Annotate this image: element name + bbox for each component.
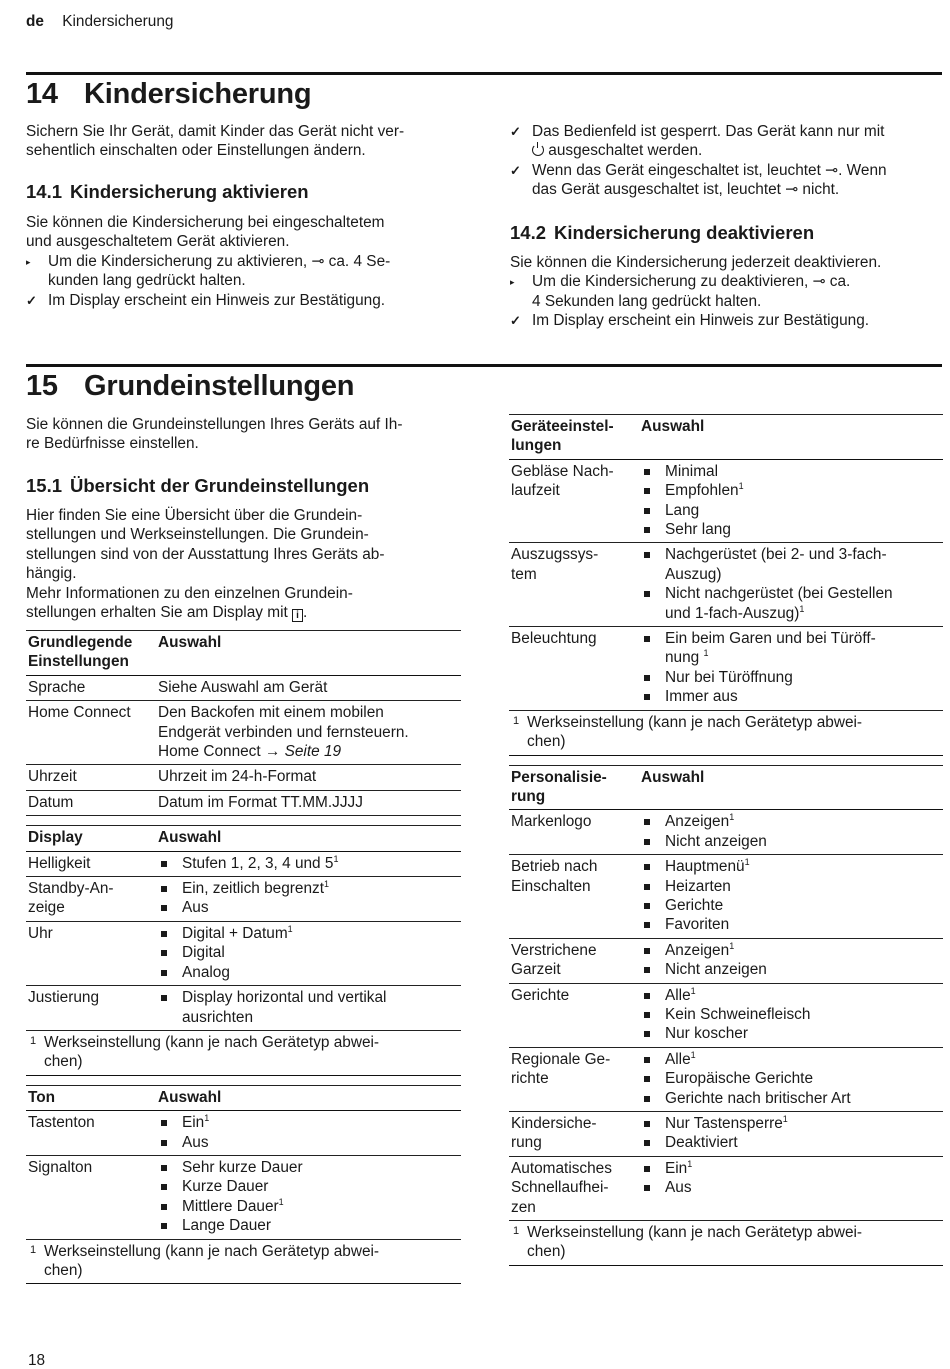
table-row: Uhr Digital + Datum$^1$ Digital Analog <box>26 921 461 985</box>
table-row: Signalton Sehr kurze Dauer Kurze Dauer Mittlere Dauer$^1$ Lange Dauer <box>26 1155 461 1239</box>
paragraph-line: Sie können die Kindersicherung jederzeit deaktivieren. <box>510 254 882 271</box>
paragraph-line: Mehr Informationen zu den einzelnen Grundein- <box>26 584 353 602</box>
arrow-right-icon: → <box>264 743 281 761</box>
triangle-bullet-icon: ▸ <box>510 277 515 288</box>
result-item: ✓ Wenn das Gerät eingeschaltet ist, leuchtet ⊸. Wenn das Gerät ausgeschaltet ist, leuchtet ⊸ nicht. <box>510 161 887 199</box>
table-footnote: 1 Werkseinstellung (kann je nach Gerätetyp abwei- chen) <box>509 711 943 756</box>
paragraph-line: stellungen sind von der Ausstattung Ihres Geräts ab- <box>26 545 385 563</box>
table-header: Auswahl <box>641 768 705 786</box>
page-reference-link[interactable]: Seite 19 <box>284 743 342 761</box>
child-lock-key-icon: ⊸ <box>825 161 839 179</box>
page-number: 18 <box>28 1352 46 1369</box>
table-row: Verstrichene Garzeit Anzeigen$^1$ Nicht anzeigen <box>509 938 943 983</box>
table-row: Sprache Siehe Auswahl am Gerät <box>26 675 461 700</box>
check-icon: ✓ <box>26 292 37 308</box>
section-14-right-column <box>510 122 944 200</box>
table-header: Auswahl <box>158 1088 222 1106</box>
subsection-15-1-heading: 15.1 Übersicht der Grundeinstellungen <box>26 475 370 496</box>
paragraph-line: stellungen erhalten Sie am Display mit i . <box>26 604 308 622</box>
header-title: Kindersicherung <box>62 13 174 30</box>
table-header: Auswahl <box>158 829 222 847</box>
paragraph-line: Sie können die Grundeinstellungen Ihres Geräts auf Ih- <box>26 416 403 433</box>
subsection-14-2-heading: 14.2 Kindersicherung deaktivieren <box>510 222 815 243</box>
table-header: Display <box>28 829 83 847</box>
table-row: Tastenton Ein$^1$ Aus <box>26 1111 461 1156</box>
section-14-left-column <box>26 122 458 161</box>
table-row: Regionale Ge- richte Alle$^1$ Europäische Gerichte Gerichte nach britischer Art <box>509 1047 943 1111</box>
subsection-14-2-body <box>510 253 944 331</box>
table-personalisation: Personalisie- rung Auswahl Markenlogo Anzeigen$^1$ Nicht anzeigen Betrieb nach Einschalten Hauptmenü$^1$ Heizarten Gerichte Favoriten Verstrichene Garzeit Anzeigen$^1$ Nicht anzeigen Gerichte Alle$^1$ Kein Schweinefleisch Nur koscher Regionale Ge- richte Alle$^1$ Europäische Gerichte Gerichte nach britischer Art Kindersiche- rung Nur Tastensperre$^1$ Deaktiviert Automatisches Schnellaufhei- zen Ein$^1$ Aus <box>509 766 943 1222</box>
section-15-heading: 15 Grundeinstellungen <box>26 370 355 402</box>
triangle-bullet-icon: ▸ <box>26 256 31 267</box>
section-14-heading: 14 Kindersicherung <box>26 78 312 110</box>
header-language: de <box>26 13 44 30</box>
table-header: Auswahl <box>641 418 705 435</box>
intro-line: sehentlich einschalten oder Einstellungen ändern. <box>26 142 366 160</box>
table-footnote: 1 Werkseinstellung (kann je nach Gerätetyp abwei- chen) <box>509 1221 943 1266</box>
power-icon <box>532 144 544 156</box>
info-icon: i <box>292 609 303 622</box>
right-tables <box>509 414 943 1266</box>
instruction-step: ▸ Um die Kindersicherung zu aktivieren, ⊸ ca. 4 Se- kunden lang gedrückt halten. <box>26 252 391 290</box>
table-row: Markenlogo Anzeigen$^1$ Nicht anzeigen <box>509 810 943 855</box>
section-15-intro <box>26 415 458 454</box>
check-icon: ✓ <box>510 124 521 139</box>
table-row: Betrieb nach Einschalten Hauptmenü$^1$ Heizarten Gerichte Favoriten <box>509 855 943 939</box>
table-device-settings: Geräteeinstel- lungen Auswahl Gebläse Nach- laufzeit Minimal Empfohlen$^1$ Lang Sehr lang Auszugssys- tem Nachgerüstet (bei 2- und 3-fach- Auszug) Nicht nachgerüstet (bei Gestellen und 1-fach-Auszug)$^1$ Beleuchtung Ein beim Garen und bei Türöff- nung $^1$ Nur bei Türöffnung Immer aus <box>509 414 943 711</box>
subsection-15-1-body <box>26 506 458 622</box>
table-row: Datum Datum im Format TT.MM.JJJJ <box>26 790 461 815</box>
table-row: Justierung Display horizontal und vertikal ausrichten <box>26 986 461 1031</box>
result-item: ✓ Im Display erscheint ein Hinweis zur Bestätigung. <box>26 291 386 309</box>
left-tables <box>26 630 461 1284</box>
table-footnote: 1 Werkseinstellung (kann je nach Gerätetyp abwei- chen) <box>26 1031 461 1076</box>
check-icon: ✓ <box>510 162 521 178</box>
table-sound <box>26 1086 461 1240</box>
result-item: ✓ Das Bedienfeld ist gesperrt. Das Gerät kann nur mit ausgeschaltet werden. <box>510 123 885 160</box>
subsection-14-1-heading: 14.1 Kindersicherung aktivieren <box>26 181 309 202</box>
child-lock-key-icon: ⊸ <box>785 181 799 199</box>
table-footnote: 1 Werkseinstellung (kann je nach Gerätetyp abwei- chen) <box>26 1240 461 1285</box>
paragraph-line: stellungen und Werkseinstellungen. Die Grundein- <box>26 526 369 544</box>
table-basic-settings <box>26 630 461 816</box>
paragraph-line: hängig. <box>26 565 77 583</box>
table-row: Automatisches Schnellaufhei- zen Ein$^1$ Aus <box>509 1156 943 1220</box>
child-lock-key-icon: ⊸ <box>311 252 325 270</box>
intro-line: Sichern Sie Ihr Gerät, damit Kinder das Gerät nicht ver- <box>26 123 405 140</box>
table-display <box>26 826 461 1031</box>
table-header: Auswahl <box>158 634 222 651</box>
result-item: ✓ Im Display erscheint ein Hinweis zur Bestätigung. <box>510 312 870 330</box>
subsection-14-1-body <box>26 213 458 310</box>
running-header <box>26 12 173 31</box>
table-row: Gebläse Nach- laufzeit Minimal Empfohlen$^1$ Lang Sehr lang <box>509 459 943 543</box>
table-row: Kindersiche- rung Nur Tastensperre$^1$ Deaktiviert <box>509 1112 943 1157</box>
paragraph-line: re Bedürfnisse einstellen. <box>26 435 199 453</box>
paragraph-line: Sie können die Kindersicherung bei eingeschaltetem <box>26 214 385 231</box>
section-rule <box>26 364 942 367</box>
table-header: Grundlegende Einstellungen <box>28 634 133 671</box>
child-lock-key-icon: ⊸ <box>812 273 826 291</box>
instruction-step: ▸ Um die Kindersicherung zu deaktivieren, ⊸ ca. 4 Sekunden lang gedrückt halten. <box>510 273 851 310</box>
table-row: Gerichte Alle$^1$ Kein Schweinefleisch Nur koscher <box>509 983 943 1047</box>
table-row: Standby-An- zeige Ein, zeitlich begrenzt$^1$ Aus <box>26 877 461 922</box>
table-row: Home Connect Den Backofen mit einem mobilen Endgerät verbinden und fernsteuern. Home Connect → Seite 19 <box>26 701 461 765</box>
table-header: Ton <box>28 1088 56 1106</box>
paragraph-line: und ausgeschaltetem Gerät aktivieren. <box>26 233 290 251</box>
table-row: Helligkeit Stufen 1, 2, 3, 4 und $5^1$ <box>26 851 461 876</box>
check-icon: ✓ <box>510 313 521 329</box>
table-row: Uhrzeit Uhrzeit im 24-h-Format <box>26 765 461 790</box>
paragraph-line: Hier finden Sie eine Übersicht über die Grundein- <box>26 507 363 524</box>
table-row: Beleuchtung Ein beim Garen und bei Türöff- nung $^1$ Nur bei Türöffnung Immer aus <box>509 627 943 711</box>
table-row: Auszugssys- tem Nachgerüstet (bei 2- und 3-fach- Auszug) Nicht nachgerüstet (bei Gestellen und 1-fach-Auszug)$^1$ <box>509 543 943 627</box>
section-rule <box>26 72 942 75</box>
